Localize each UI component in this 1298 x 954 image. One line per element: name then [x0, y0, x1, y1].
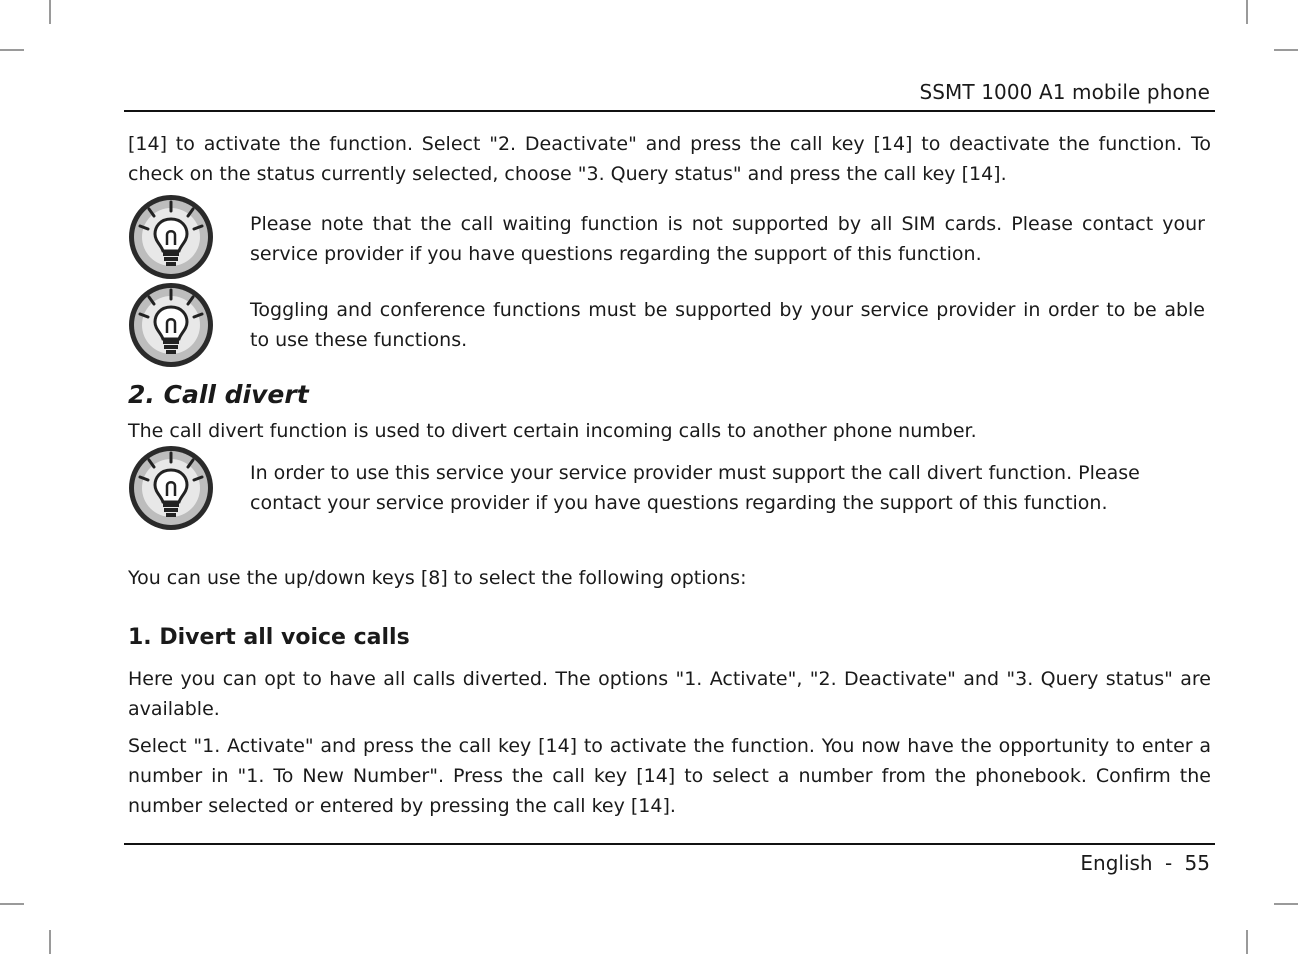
note-toggling-conference: Toggling and conference functions must be supported by your service provider in order to be able to use these functions.: [250, 299, 1205, 351]
subsection-title: 1. Divert all voice calls: [128, 625, 410, 650]
crop-mark: [1274, 903, 1298, 905]
lightbulb-icon: [127, 281, 215, 369]
header-rule: [124, 110, 1215, 112]
options-intro: You can use the up/down keys [8] to select the following options:: [128, 567, 747, 589]
lightbulb-icon: [127, 444, 215, 532]
footer-separator: -: [1164, 851, 1173, 875]
crop-mark: [1246, 930, 1248, 954]
crop-mark: [1274, 49, 1298, 51]
lightbulb-icon: [127, 193, 215, 281]
note-call-waiting: Please note that the call waiting function is not supported by all SIM cards. Please contact your service provider if you have questions regarding the support of this function.: [250, 213, 1205, 265]
section-description: The call divert function is used to divert certain incoming calls to another phone number.: [128, 420, 977, 442]
subsection-paragraph: Here you can opt to have all calls diverted. The options "1. Activate", "2. Deactivate" and "3. Query status" are available.: [128, 668, 1211, 720]
page-number: 55: [1184, 851, 1210, 875]
note-call-divert: In order to use this service your service provider must support the call divert function. Please contact your service provider if you have questions regarding the support of this function.: [250, 462, 1140, 514]
section-title: 2. Call divert: [128, 380, 309, 409]
crop-mark: [0, 49, 24, 51]
footer-rule: [124, 843, 1215, 845]
intro-paragraph: [14] to activate the function. Select "2. Deactivate" and press the call key [14] to deactivate the function. To check on the status currently selected, choose "3. Query status" and press the call key [14].: [128, 133, 1211, 185]
footer-language: English: [1080, 851, 1153, 875]
crop-mark: [49, 0, 51, 24]
crop-mark: [0, 903, 24, 905]
running-header: SSMT 1000 A1 mobile phone: [919, 80, 1210, 104]
crop-mark: [1246, 0, 1248, 24]
crop-mark: [49, 930, 51, 954]
page-footer: [1080, 851, 1210, 875]
subsection-paragraph: Select "1. Activate" and press the call key [14] to activate the function. You now have the opportunity to enter a number in "1. To New Number". Press the call key [14] to select a number from the phonebook. Confirm the number selected or entered by pressing the call key [14].: [128, 735, 1211, 817]
